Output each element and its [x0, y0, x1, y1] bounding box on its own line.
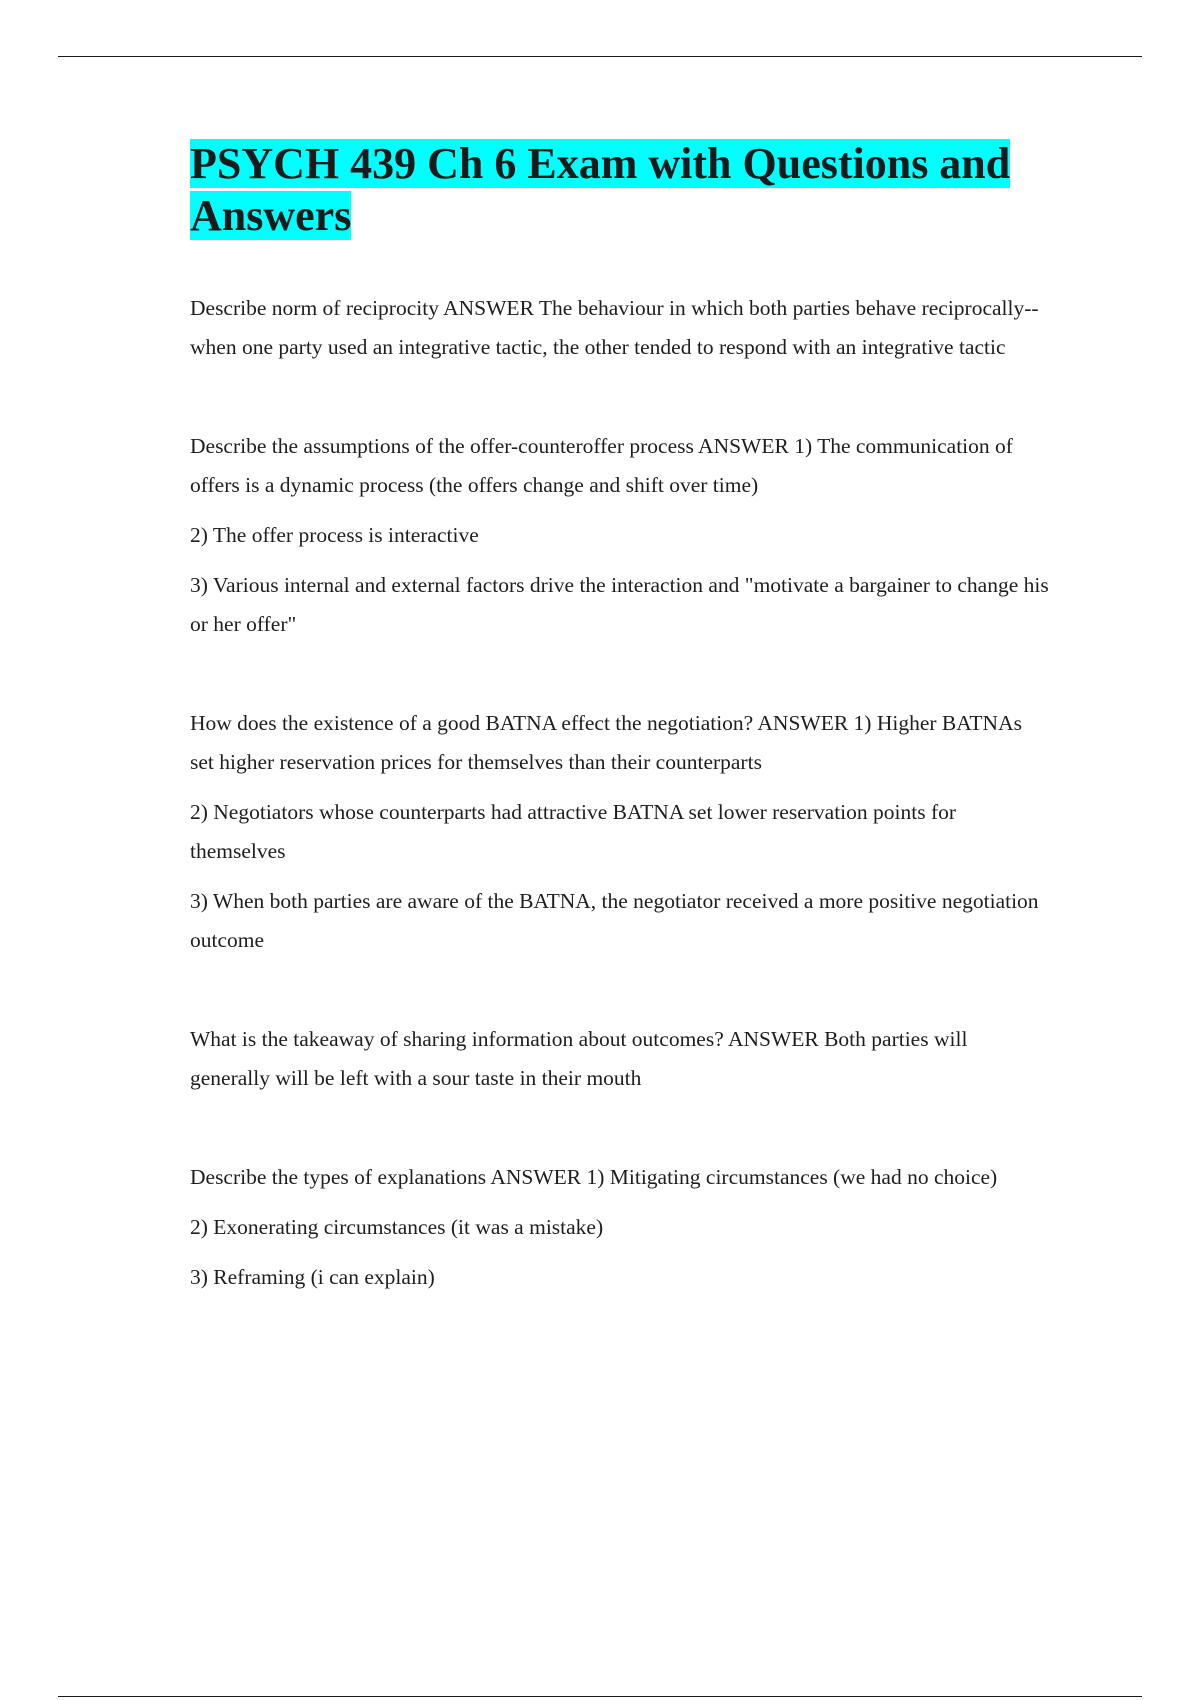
header-rule [58, 56, 1142, 57]
qa-item-offer-counteroffer [190, 427, 1050, 644]
qa-paragraph: 2) The offer process is interactive [190, 523, 479, 547]
qa-item-batna [190, 704, 1050, 960]
qa-paragraph: 2) Exonerating circumstances (it was a mistake) [190, 1215, 604, 1239]
qa-paragraph: What is the takeaway of sharing information about outcomes? ANSWER Both parties will generally will be left with a sour taste in their mouth [190, 1027, 968, 1090]
document-title-text: PSYCH 439 Ch 6 Exam with Questions and Answers [190, 139, 1011, 240]
qa-paragraph: Describe the assumptions of the offer-counteroffer process ANSWER 1) The communication of offers is a dynamic process (the offers change and shift over time) [190, 434, 1013, 497]
qa-item-explanations [190, 1158, 1050, 1297]
qa-item-reciprocity [190, 289, 1050, 367]
footer-rule [58, 1696, 1142, 1697]
qa-paragraph: 2) Negotiators whose counterparts had attractive BATNA set lower reservation points for themselves [190, 800, 957, 863]
qa-paragraph: Describe the types of explanations ANSWER 1) Mitigating circumstances (we had no choice) [190, 1165, 998, 1189]
document-title [190, 138, 1050, 242]
qa-paragraph: 3) When both parties are aware of the BATNA, the negotiator received a more positive negotiation outcome [190, 889, 1039, 952]
document-body [190, 138, 1050, 1357]
qa-paragraph: 3) Various internal and external factors drive the interaction and "motivate a bargainer to change his or her offer" [190, 573, 1049, 636]
qa-item-sharing-information [190, 1020, 1050, 1098]
qa-paragraph: 3) Reframing (i can explain) [190, 1265, 435, 1289]
qa-list [190, 289, 1050, 1297]
qa-paragraph: Describe norm of reciprocity ANSWER The behaviour in which both parties behave reciprocally-- when one party used an integrative tactic, the other tended to respond with an integrative tactic [190, 296, 1039, 359]
qa-paragraph: How does the existence of a good BATNA effect the negotiation? ANSWER 1) Higher BATNAs set higher reservation prices for themselves than their counterparts [190, 711, 1022, 774]
